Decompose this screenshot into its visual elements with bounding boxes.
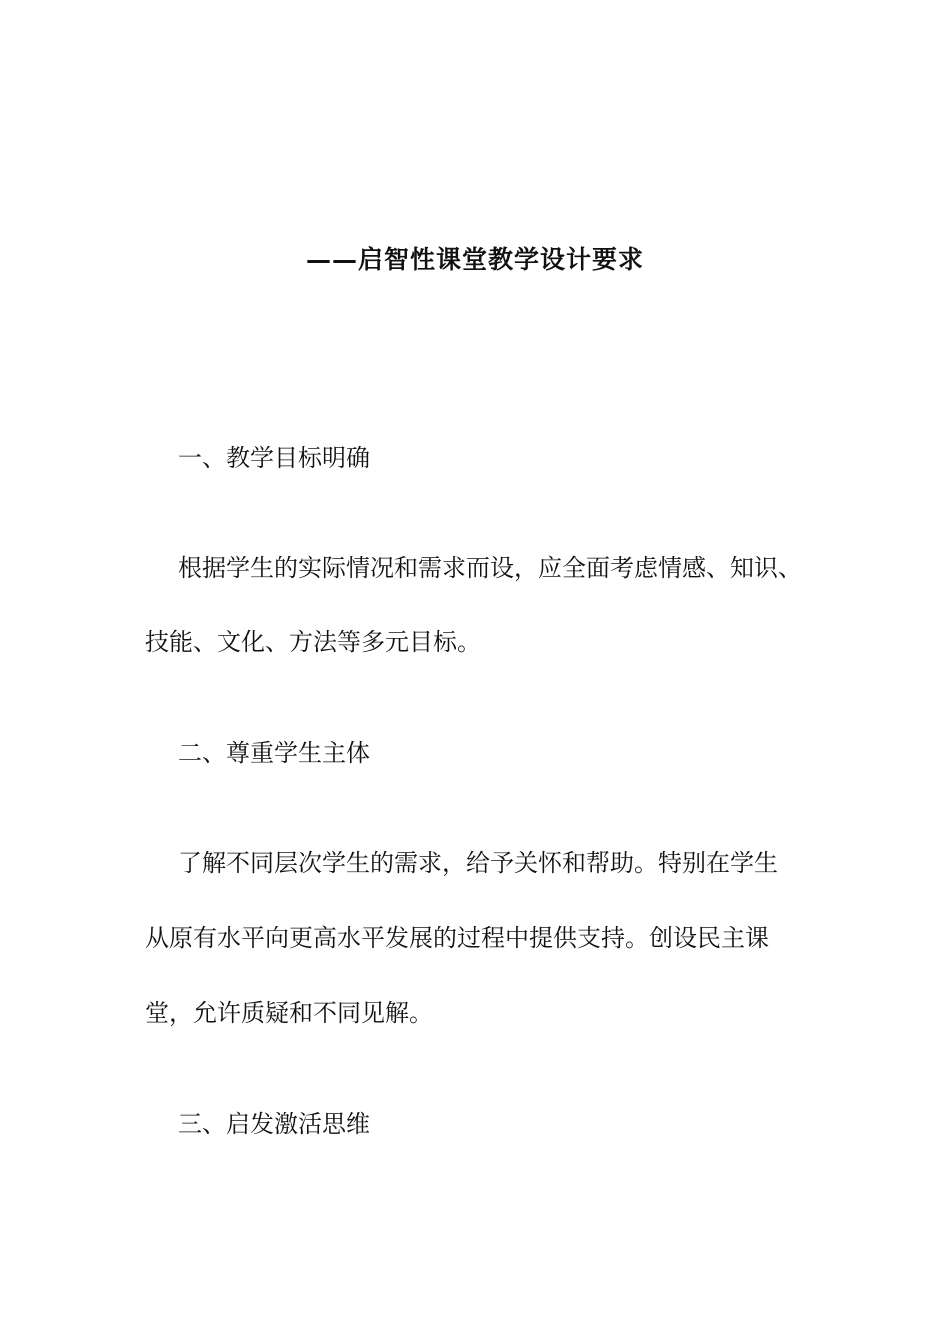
section-2-heading: 二、尊重学生主体 [178, 739, 370, 767]
section-2-paragraph-line-3: 堂，允许质疑和不同见解。 [145, 999, 433, 1027]
section-1-paragraph-line-1: 根据学生的实际情况和需求而设，应全面考虑情感、知识、 [178, 554, 802, 582]
section-2-paragraph-line-2: 从原有水平向更高水平发展的过程中提供支持。创设民主课 [145, 924, 769, 952]
section-3-heading: 三、启发激活思维 [178, 1110, 370, 1138]
section-1-paragraph-line-2: 技能、文化、方法等多元目标。 [145, 628, 481, 656]
section-2-paragraph-line-1: 了解不同层次学生的需求，给予关怀和帮助。特别在学生 [178, 849, 778, 877]
document-title: ——启智性课堂教学设计要求 [305, 245, 644, 274]
section-1-heading: 一、教学目标明确 [178, 444, 370, 472]
